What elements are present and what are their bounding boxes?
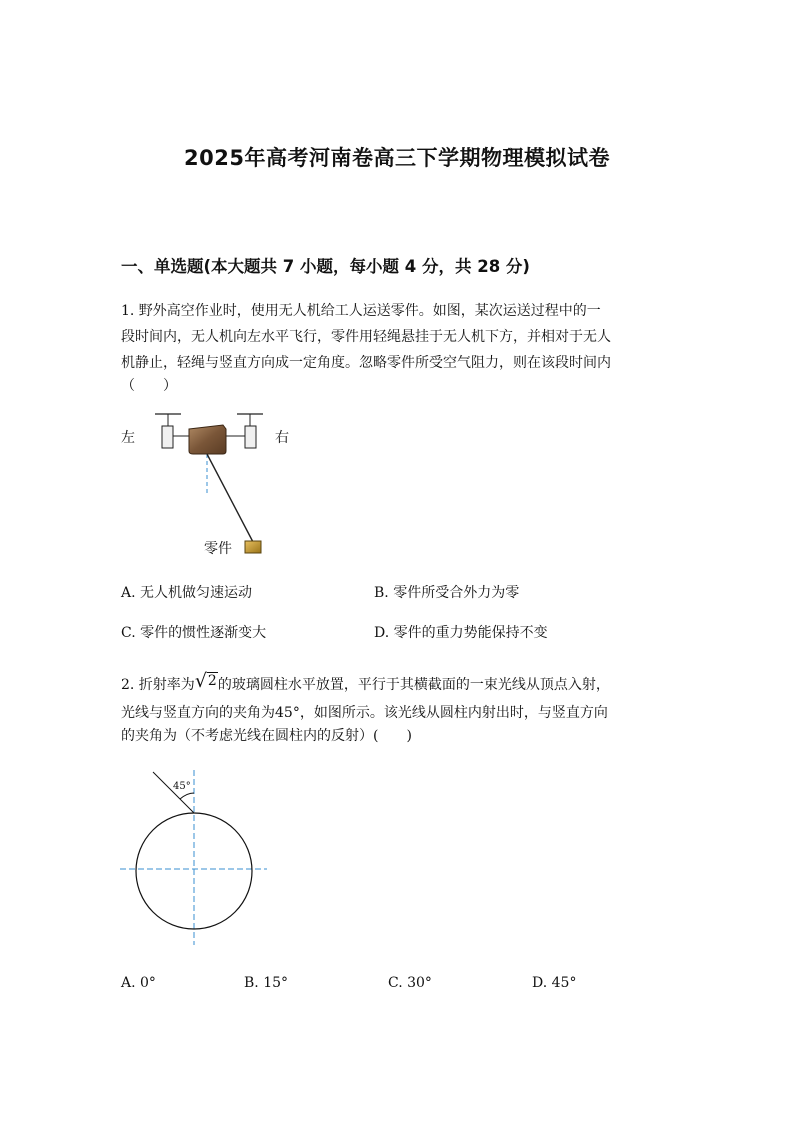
q1-option-a[interactable]: A. 无人机做匀速运动 bbox=[121, 585, 253, 601]
label-part: 零件 bbox=[204, 541, 232, 557]
label-right: 右 bbox=[275, 430, 289, 446]
sqrt-symbol: √ bbox=[194, 670, 207, 692]
sqrt-two bbox=[195, 672, 218, 694]
motor-left bbox=[162, 426, 173, 448]
incident-ray bbox=[153, 772, 194, 813]
q2-stem-line-1 bbox=[121, 672, 610, 694]
q2-option-c[interactable]: C. 30° bbox=[388, 975, 432, 991]
section-heading: 一、单选题(本大题共 7 小题，每小题 4 分，共 28 分) bbox=[121, 257, 530, 276]
drone-body bbox=[189, 425, 226, 454]
q2-option-d[interactable]: D. 45° bbox=[532, 975, 577, 991]
q1-option-d[interactable]: D. 零件的重力势能保持不变 bbox=[374, 625, 548, 641]
q2-stem-line-3: 的夹角为（不考虑光线在圆柱内的反射）( ) bbox=[121, 728, 412, 744]
q2-option-a[interactable]: A. 0° bbox=[121, 975, 156, 991]
q1-stem-line-2: 段时间内，无人机向左水平飞行，零件用轻绳悬挂于无人机下方，并相对于无人 bbox=[121, 329, 611, 345]
label-left: 左 bbox=[121, 430, 135, 446]
q1-option-b[interactable]: B. 零件所受合外力为零 bbox=[374, 585, 520, 601]
angle-label: 45° bbox=[173, 781, 191, 792]
q2-option-b[interactable]: B. 15° bbox=[244, 975, 289, 991]
sqrt-value: 2 bbox=[207, 673, 217, 689]
q1-stem-line-1: 1. 野外高空作业时，使用无人机给工人运送零件。如图，某次运送过程中的一 bbox=[121, 303, 601, 319]
q2-stem-prefix: 2. 折射率为 bbox=[121, 677, 195, 693]
angle-arc bbox=[180, 793, 194, 799]
q1-stem-line-4: （ ） bbox=[121, 378, 177, 394]
q1-option-c[interactable]: C. 零件的惯性逐渐变大 bbox=[121, 625, 267, 641]
rope bbox=[207, 454, 253, 542]
motor-right bbox=[245, 426, 256, 448]
q2-stem-line-2: 光线与竖直方向的夹角为45°，如图所示。该光线从圆柱内射出时，与竖直方向 bbox=[121, 705, 608, 721]
q2-stem-suffix: 的玻璃圆柱水平放置，平行于其横截面的一束光线从顶点入射， bbox=[217, 677, 610, 693]
q1-stem-line-3: 机静止，轻绳与竖直方向成一定角度。忽略零件所受空气阻力，则在该段时间内 bbox=[121, 355, 611, 371]
page-title: 2025年高考河南卷高三下学期物理模拟试卷 bbox=[184, 146, 610, 170]
part-block bbox=[245, 541, 261, 553]
cylinder-figure bbox=[115, 765, 275, 950]
